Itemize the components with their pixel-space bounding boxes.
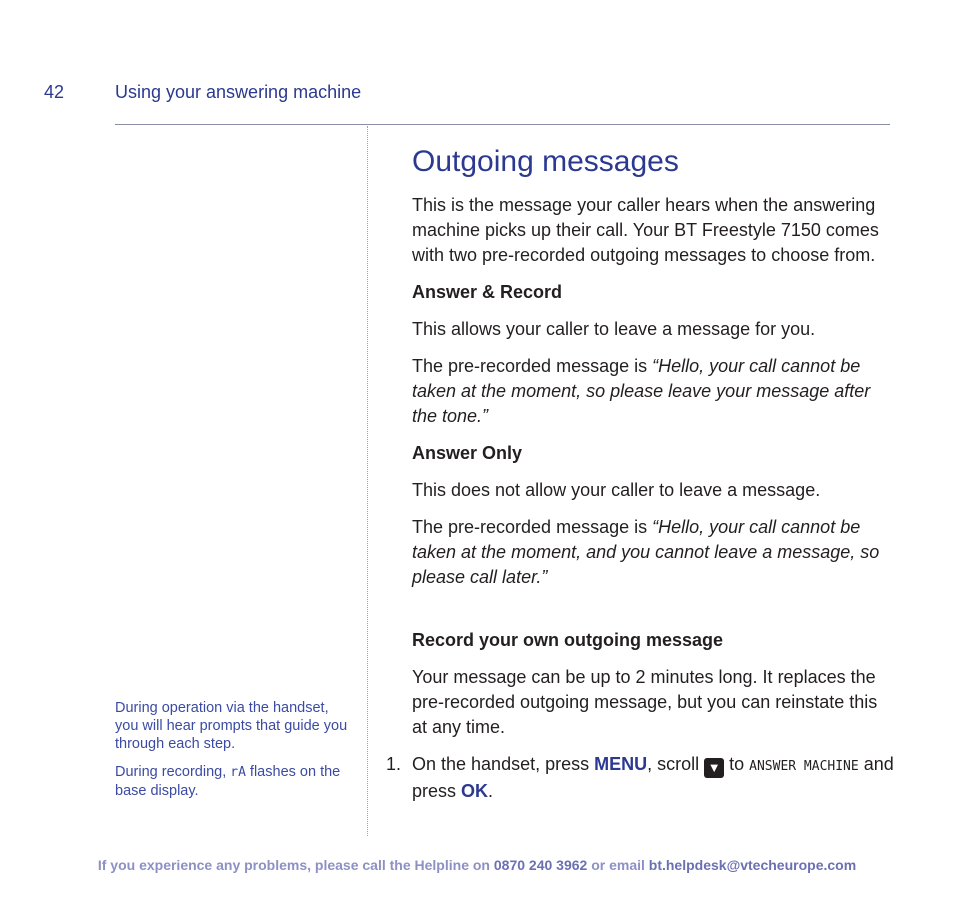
helpline-phone: 0870 240 3962 xyxy=(493,857,588,873)
helpdesk-email: bt.helpdesk@vtecheurope.com xyxy=(648,857,857,873)
footer-text: If you experience any problems, please call the Helpline on xyxy=(97,857,494,873)
header-rule xyxy=(115,124,890,125)
answer-only-message xyxy=(412,515,894,590)
lcd-display-text: ANSWER MACHINE xyxy=(749,759,859,774)
answer-record-description: This allows your caller to leave a message for you. xyxy=(412,319,816,339)
message-lead: The pre-recorded message is xyxy=(412,517,653,537)
ok-key-label: OK xyxy=(461,781,489,801)
sidenote-recording xyxy=(115,763,355,800)
running-head: Using your answering machine xyxy=(115,82,362,102)
record-own-description: Your message can be up to 2 minutes long. It replaces the pre-recorded outgoing message, but you can reinstate this at any time. xyxy=(412,667,878,737)
answer-only-description: This does not allow your caller to leave a message. xyxy=(412,480,821,500)
menu-key-label: MENU xyxy=(594,754,648,774)
sidenote-text: During recording, xyxy=(115,764,231,780)
main-content xyxy=(386,143,894,804)
answer-record-heading: Answer & Record xyxy=(412,282,563,302)
step-number: 1. xyxy=(386,754,402,774)
step-text: . xyxy=(488,781,494,801)
prerecorded-message: “Hello, your call cannot be taken at the moment, so please leave your message after the tone.” xyxy=(412,356,871,426)
footer-text: or email xyxy=(587,857,649,873)
helpline-footer xyxy=(0,857,954,873)
lcd-display-text: rA xyxy=(230,765,246,780)
prerecorded-message: “Hello, your call cannot be taken at the moment, and you cannot leave a message, so please call later.” xyxy=(412,517,880,587)
answer-only-heading: Answer Only xyxy=(412,443,523,463)
record-own-heading: Record your own outgoing message xyxy=(412,630,724,650)
step-text: to xyxy=(724,754,750,774)
sidenote-text: flashes on the base display. xyxy=(115,764,341,799)
answer-record-message xyxy=(412,354,894,429)
step-text: On the handset, press xyxy=(412,754,595,774)
page-title: Outgoing messages xyxy=(412,145,679,178)
column-divider xyxy=(367,126,368,836)
intro-paragraph: This is the message your caller hears when the answering machine picks up their call. Your BT Freestyle 7150 comes with two pre-recorded outgoing messages to choose from. xyxy=(412,195,879,265)
sidenote-prompts: During operation via the handset, you will hear prompts that guide you through each step. xyxy=(115,700,348,752)
step-text: and press xyxy=(412,754,894,801)
down-arrow-key-icon: ▼ xyxy=(704,758,724,778)
step-text: , scroll xyxy=(647,754,705,774)
page-number: 42 xyxy=(44,82,65,102)
message-lead: The pre-recorded message is xyxy=(412,356,653,376)
step-1 xyxy=(386,752,894,804)
